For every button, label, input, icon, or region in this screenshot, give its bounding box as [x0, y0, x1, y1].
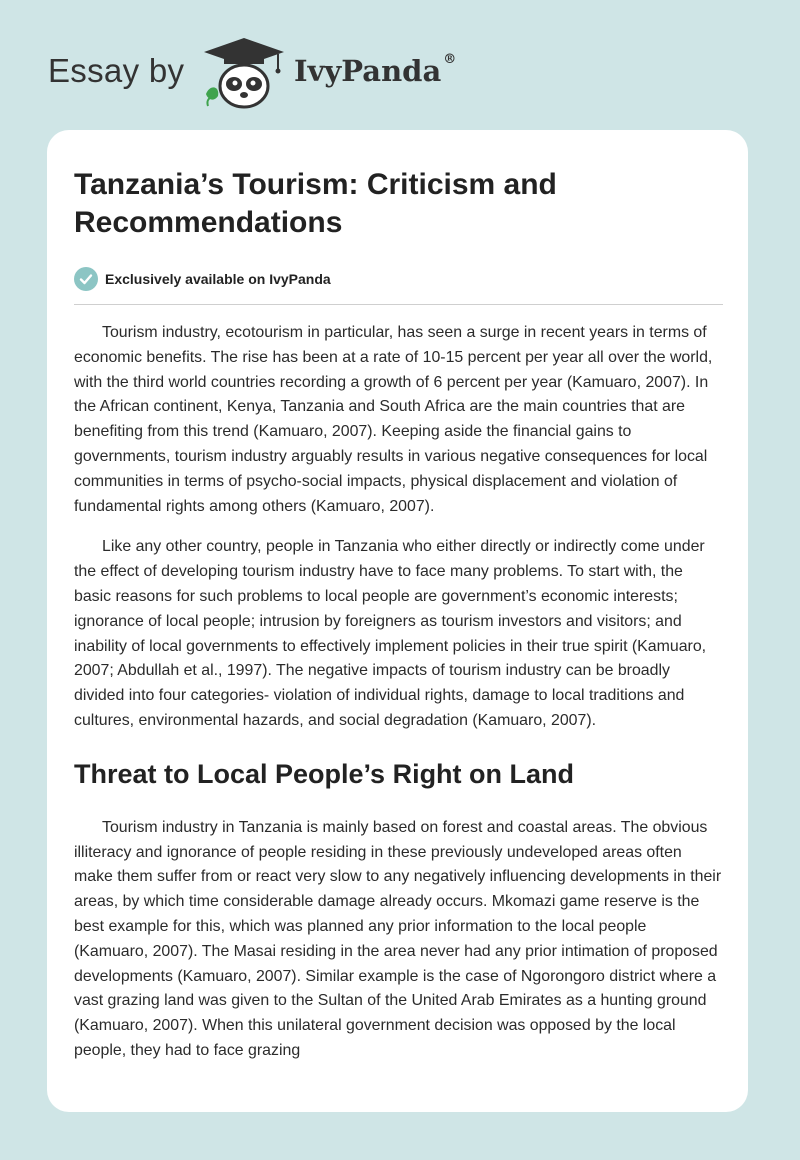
essay-by-label: Essay by — [48, 52, 185, 89]
essay-content — [74, 166, 724, 1064]
divider — [74, 304, 723, 305]
section-paragraph: Tourism industry in Tanzania is mainly based on forest and coastal areas. The obvious illiteracy and ignorance of people residing in these previously undeveloped areas often make them suffer from or react very slow to any negatively influencing developments in their areas, by which time considerable damage already occurs. Mkomazi game reserve is the best example for this, which was planned any prior information to the local people (Kamuaro, 2007). The Masai residing in the area never had any prior intimation of proposed developments (Kamuaro, 2007). Similar example is the case of Ngorongoro district where a vast grazing land was given to the Sultan of the United Arab Emirates as a hunting ground (Kamuaro, 2007). When this unilateral government decision was opposed by the local people, they had to face grazing — [74, 818, 722, 1059]
paragraph-1: Tourism industry, ecotourism in particular, has seen a surge in recent years in terms of economic benefits. The rise has been at a rate of 10-15 percent per year all over the world, with the third world countries recording a growth of 6 percent per year (Kamuaro, 2007). In the African continent, Kenya, Tanzania and South Africa are the main countries that are benefiting from this trend (Kamuaro, 2007). Keeping aside the financial gains to governments, tourism industry arguably results in various negative consequences for local communities in terms of psycho-social impacts, physical displacement and violation of fundamental rights among others (Kamuaro, 2007). — [74, 324, 713, 515]
site-header — [0, 0, 800, 130]
badge-label: Exclusively available on IvyPanda — [105, 271, 331, 287]
exclusive-badge — [74, 266, 724, 292]
paragraph-2: Like any other country, people in Tanzania who either directly or indirectly come under the effect of developing tourism industry have to face many problems. To start with, the basic reasons for such problems to local people are government’s economic interests; ignorance of local people; intrusion by foreigners as tourism investors and visitors; and inability of local governments to effectively implement policies in their true spirit (Kamuaro, 2007; Abdullah et al., 1997). The negative impacts of tourism industry can be broadly divided into four categories- violation of individual rights, damage to local traditions and cultures, environmental hazards, and social degradation (Kamuaro, 2007). — [74, 538, 707, 729]
essay-title: Tanzania’s Tourism: Criticism and Recommendations — [74, 168, 557, 239]
registered-mark: ® — [443, 52, 457, 67]
panda-graduate-icon[interactable] — [200, 36, 288, 110]
essay-card — [47, 130, 748, 1112]
brand-name[interactable] — [294, 54, 456, 88]
section-heading: Threat to Local People’s Right on Land — [74, 758, 575, 789]
check-icon — [74, 267, 98, 291]
brand-label: IvyPanda — [294, 54, 442, 88]
